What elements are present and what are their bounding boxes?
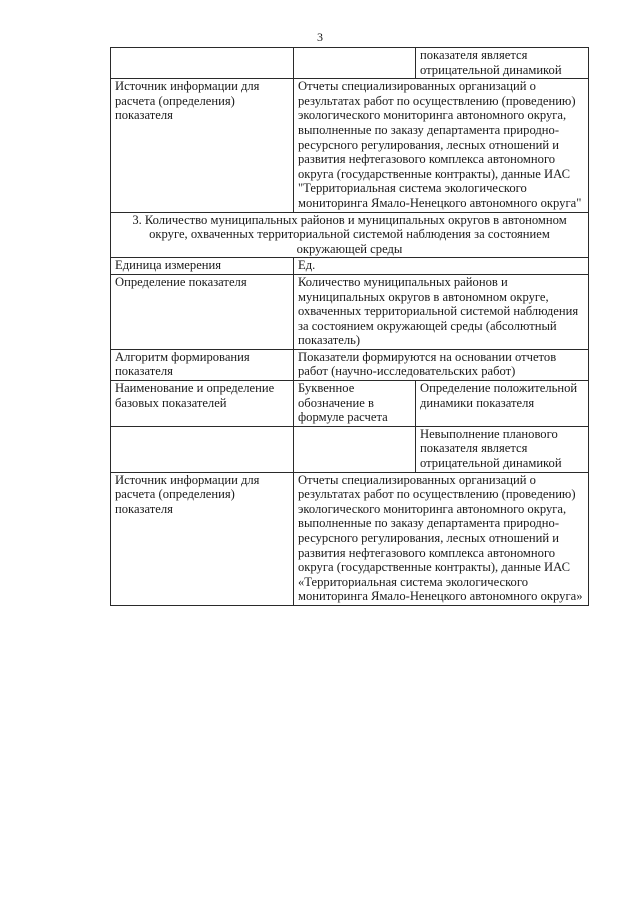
- algorithm-value: Показатели формируются на основании отчетов работ (научно-исследовательских работ): [294, 349, 589, 380]
- unit-label: Единица измерения: [111, 258, 294, 275]
- table-row: [111, 258, 589, 275]
- algorithm-label: Алгоритм формирования показателя: [111, 349, 294, 380]
- indicator-table: [110, 47, 589, 606]
- definition-value: Количество муниципальных районов и муниципальных округов в автономном округе, охваченных территориальной системой наблюдения за состоянием окружающей среды (абсолютный показатель): [294, 274, 589, 349]
- source-value: Отчеты специализированных организаций о результатах работ по осуществлению (проведению) экологического мониторинга автономного округа, выполненные по заказу департамента природно-ресурсного регулирования, лесных отношений и развития нефтегазового комплекса автономного округа (государственные контракты), данные ИАС "Территориальная система экологического мониторинга Ямало-Ненецкого автономного округа": [294, 79, 589, 212]
- table-cell-empty: [294, 48, 416, 79]
- definition-label: Определение показателя: [111, 274, 294, 349]
- section-title: 3. Количество муниципальных районов и муниципальных округов в автономном округе, охваченных территориальной системой наблюдения за состоянием окружающей среды: [111, 212, 589, 258]
- source-label: Источник информации для расчета (определения) показателя: [111, 79, 294, 212]
- unit-value: Ед.: [294, 258, 589, 275]
- positive-dynamics-label: Определение положительной динамики показателя: [416, 381, 589, 427]
- dynamics-value: Невыполнение планового показателя является отрицательной динамикой: [416, 426, 589, 472]
- table-cell-empty: [111, 48, 294, 79]
- table-row: [111, 381, 589, 427]
- table-cell-empty: [111, 426, 294, 472]
- letter-designation-label: Буквенное обозначение в формуле расчета: [294, 381, 416, 427]
- table-cell-empty: [294, 426, 416, 472]
- table-row: [111, 79, 589, 212]
- base-indicators-label: Наименование и определение базовых показателей: [111, 381, 294, 427]
- table-row: [111, 48, 589, 79]
- source-value: Отчеты специализированных организаций о результатах работ по осуществлению (проведению) экологического мониторинга автономного округа, выполненные по заказу департамента природно-ресурсного регулирования, лесных отношений и развития нефтегазового комплекса автономного округа (государственные контракты), данные ИАС «Территориальная система экологического мониторинга Ямало-Ненецкого автономного округа»: [294, 472, 589, 605]
- table-row: [111, 212, 589, 258]
- dynamics-continuation: показателя является отрицательной динамикой: [416, 48, 589, 79]
- page-number: 3: [317, 30, 323, 44]
- table-row: [111, 349, 589, 380]
- table-row: [111, 472, 589, 605]
- source-label: Источник информации для расчета (определения) показателя: [111, 472, 294, 605]
- table-row: [111, 274, 589, 349]
- table-row: [111, 426, 589, 472]
